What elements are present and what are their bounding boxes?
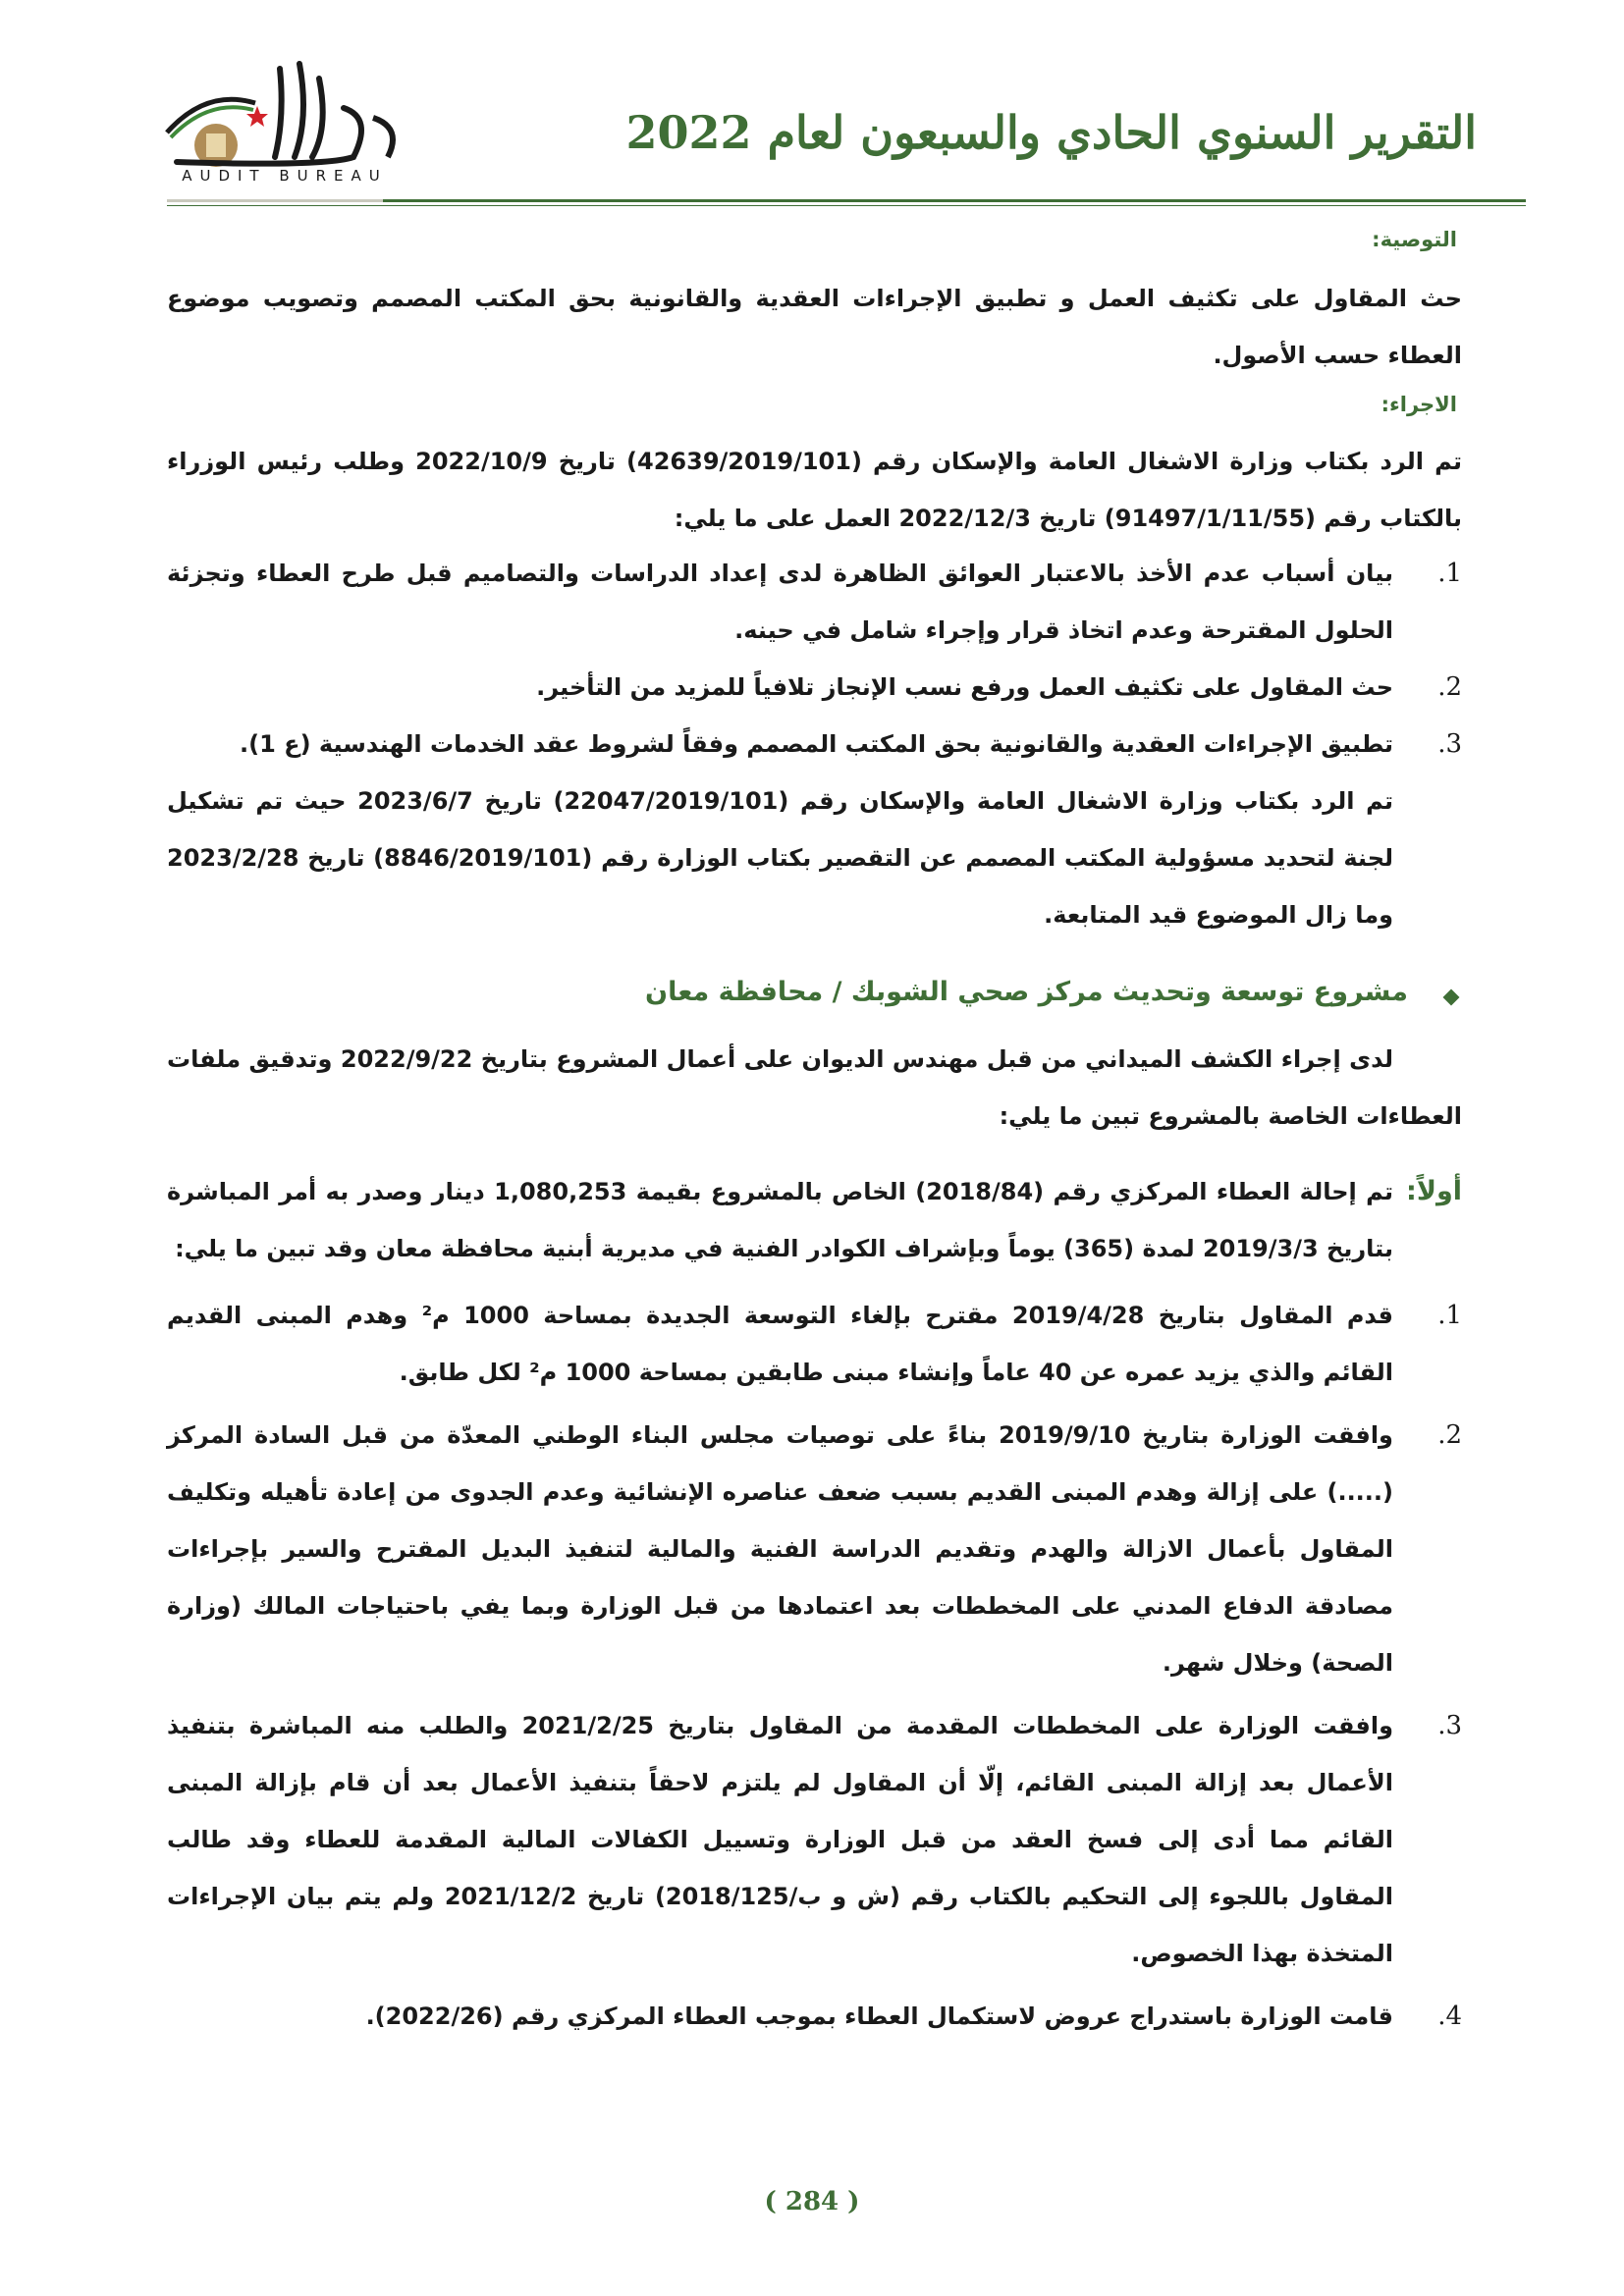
item-text: بيان أسباب عدم الأخذ بالاعتبار العوائق الظاهرة لدى إعداد الدراسات والتصاميم قبل طرح العطاء وتجزئة الحلول المقترحة وعدم اتخاذ قرار وإجراء شامل في حينه. (167, 560, 1393, 644)
list-item (167, 716, 1462, 773)
header-divider-accent (167, 199, 383, 202)
action-paragraph: تم الرد بكتاب وزارة الاشغال العامة والإسكان رقم (42639/2019/101) تاريخ 2022/10/9 وطلب رئيس الوزراء بالكتاب رقم (91497/1/11/55) تاريخ 2022/12/3 العمل على ما يلي: (167, 448, 1462, 532)
list-item (167, 1988, 1462, 2045)
item-number: 3. (1437, 729, 1462, 759)
list-item (167, 1287, 1462, 1401)
action-followup (167, 773, 1393, 943)
section-heading: مشروع توسعة وتحديث مركز صحي الشوبك / محافظة معان (645, 977, 1408, 1007)
recommendation-paragraph: حث المقاول على تكثيف العمل و تطبيق الإجراءات العقدية والقانونية بحق المكتب المصمم وتصويب موضوع العطاء حسب الأصول. (167, 285, 1462, 369)
list-item (167, 659, 1462, 716)
item-number: 1. (1437, 1301, 1462, 1330)
recommendation-label: التوصية: (1372, 228, 1457, 251)
intro-paragraph: لدى إجراء الكشف الميداني من قبل مهندس الديوان على أعمال المشروع بتاريخ 2022/9/22 وتدقيق ملفات العطاءات الخاصة بالمشروع تبين ما يلي: (167, 1045, 1462, 1130)
section-intro (167, 1031, 1462, 1145)
report-title: التقرير السنوي الحادي والسبعون لعام 2022 (625, 106, 1477, 159)
header-divider-thin (167, 205, 1526, 206)
list-item (167, 1697, 1462, 1982)
recommendation-text (167, 270, 1462, 384)
item-number: 2. (1437, 1420, 1462, 1450)
diamond-bullet-icon (1443, 989, 1460, 1006)
item-text: وافقت الوزارة بتاريخ 2019/9/10 بناءً على توصيات مجلس البناء الوطني المعدّة من قبل السادة المركز (.....) على إزالة وهدم المبنى القديم بسبب ضعف عناصره الإنشائية وعدم الجدوى من إعادة تأهيله وتكليف المقاول بأعمال الازالة والهدم وتقديم الدراسة الفنية والمالية لتنفيذ البديل المقترح والسير بإجراءات مصادقة الدفاع المدني على المخططات بعد اعتمادها من قبل الوزارة وبما يفي باحتياجات المالك (وزارة الصحة) وخلال شهر. (167, 1421, 1393, 1677)
item-text: وافقت الوزارة على المخططات المقدمة من المقاول بتاريخ 2021/2/25 والطلب منه المباشرة بتنفيذ الأعمال بعد إزالة المبنى القائم، إلّا أن المقاول لم يلتزم لاحقاً بتنفيذ الأعمال بعد أن قام بإزالة المبنى القائم مما أدى إلى فسخ العقد من قبل الوزارة وتسييل الكفالات المالية المقدمة للعطاء وقد طالب المقاول باللجوء إلى التحكيم بالكتاب رقم (ش و ب/2018/125) تاريخ 2021/12/2 ولم يتم بيان الإجراءات المتخذة بهذا الخصوص. (167, 1712, 1393, 1967)
audit-bureau-logo (147, 59, 422, 191)
action-text (167, 433, 1462, 547)
followup-paragraph: تم الرد بكتاب وزارة الاشغال العامة والإسكان رقم (22047/2019/101) تاريخ 2023/6/7 حيث تم تشكيل لجنة لتحديد مسؤولية المكتب المصمم عن التقصير بكتاب الوزارة رقم (8846/2019/101) تاريخ 2023/2/28 وما زال الموضوع قيد المتابعة. (167, 787, 1394, 929)
first-finding (167, 1163, 1462, 1277)
item-number: 1. (1437, 559, 1462, 588)
logo-english-text: AUDIT BUREAU (182, 167, 388, 185)
item-text: قامت الوزارة باستدراج عروض لاستكمال العطاء بموجب العطاء المركزي رقم (2022/26). (365, 2002, 1393, 2030)
action-list (167, 545, 1462, 943)
section-list (167, 1163, 1462, 2045)
action-label: الاجراء: (1380, 393, 1457, 416)
first-text: تم إحالة العطاء المركزي رقم (2018/84) الخاص بالمشروع بقيمة 1,080,253 دينار وصدر به أمر المباشرة بتاريخ 2019/3/3 لمدة (365) يوماً وبإشراف الكوادر الفنية في مديرية أبنية محافظة معان وقد تبين ما يلي: (167, 1178, 1393, 1262)
item-text: تطبيق الإجراءات العقدية والقانونية بحق المكتب المصمم وفقاً لشروط عقد الخدمات الهندسية (ع 1). (240, 730, 1393, 758)
item-number: 3. (1437, 1711, 1462, 1740)
item-number: 4. (1437, 2002, 1462, 2031)
item-text: حث المقاول على تكثيف العمل ورفع نسب الإنجاز تلافياً للمزيد من التأخير. (536, 673, 1393, 701)
item-number: 2. (1437, 672, 1462, 702)
list-item (167, 1407, 1462, 1691)
first-label: أولاً: (1406, 1176, 1462, 1206)
item-text: قدم المقاول بتاريخ 2019/4/28 مقترح بإلغاء التوسعة الجديدة بمساحة 1000 م² وهدم المبنى القديم القائم والذي يزيد عمره عن 40 عاماً وإنشاء مبنى طابقين بمساحة 1000 م² لكل طابق. (167, 1302, 1393, 1386)
list-item (167, 545, 1462, 659)
page-number: ( 284 ) (764, 2187, 860, 2216)
